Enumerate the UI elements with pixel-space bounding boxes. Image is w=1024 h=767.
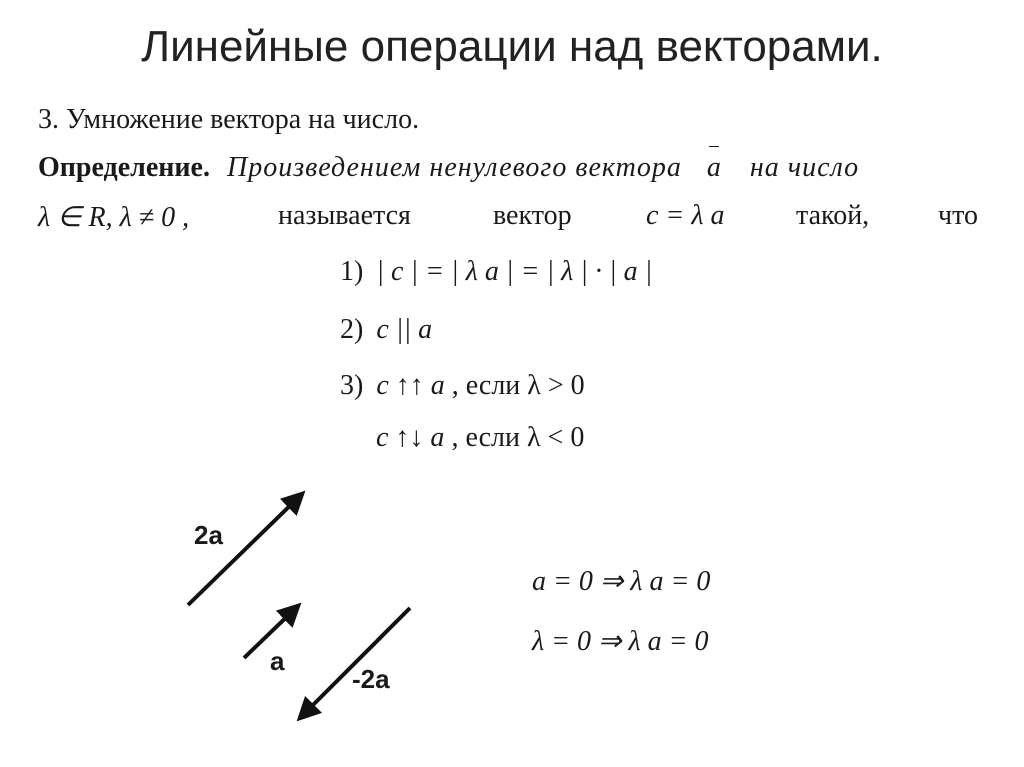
lambda-condition: λ ∈ R, λ ≠ 0 , <box>38 202 190 233</box>
label-minus-2a: -2a <box>352 664 390 694</box>
zero-lambda-expression: λ = 0 ⇒ λ a = 0 <box>532 626 709 657</box>
vector-a-symbol: a <box>706 152 721 183</box>
condition-1-expression: | c | = | λ a | = | λ | · | a | <box>376 256 653 287</box>
on-number-text: на число <box>749 152 860 183</box>
condition-2-expression: c || a <box>376 314 433 345</box>
zero-vector-expression: a = 0 ⇒ λ a = 0 <box>532 566 711 597</box>
page-title: Линейные операции над векторами. <box>141 22 883 71</box>
label-a: a <box>270 646 285 676</box>
vector-minus-2a-arrow <box>300 608 410 718</box>
condition-1-number: 1) <box>340 256 364 287</box>
c-equals-lambda-a: c = λ a <box>646 200 725 231</box>
definition-label: Определение. <box>38 152 210 183</box>
such-text: такой, <box>796 200 870 231</box>
condition-4-clause: , если λ < 0 <box>451 422 585 453</box>
condition-3-number: 3) <box>340 370 364 401</box>
condition-3-expression: c ↑↑ a <box>376 370 445 401</box>
condition-3-clause: , если λ > 0 <box>451 370 585 401</box>
definition-text: Произведением ненулевого вектора <box>226 152 682 183</box>
vector-word: вектор <box>493 200 572 231</box>
that-text: что <box>938 200 978 231</box>
is-called-text: называется <box>278 200 411 231</box>
condition-2-number: 2) <box>340 314 364 345</box>
condition-4-expression: c ↑↓ a <box>376 422 445 453</box>
section-text: 3. Умножение вектора на число. <box>38 104 420 135</box>
label-2a: 2a <box>194 520 223 550</box>
